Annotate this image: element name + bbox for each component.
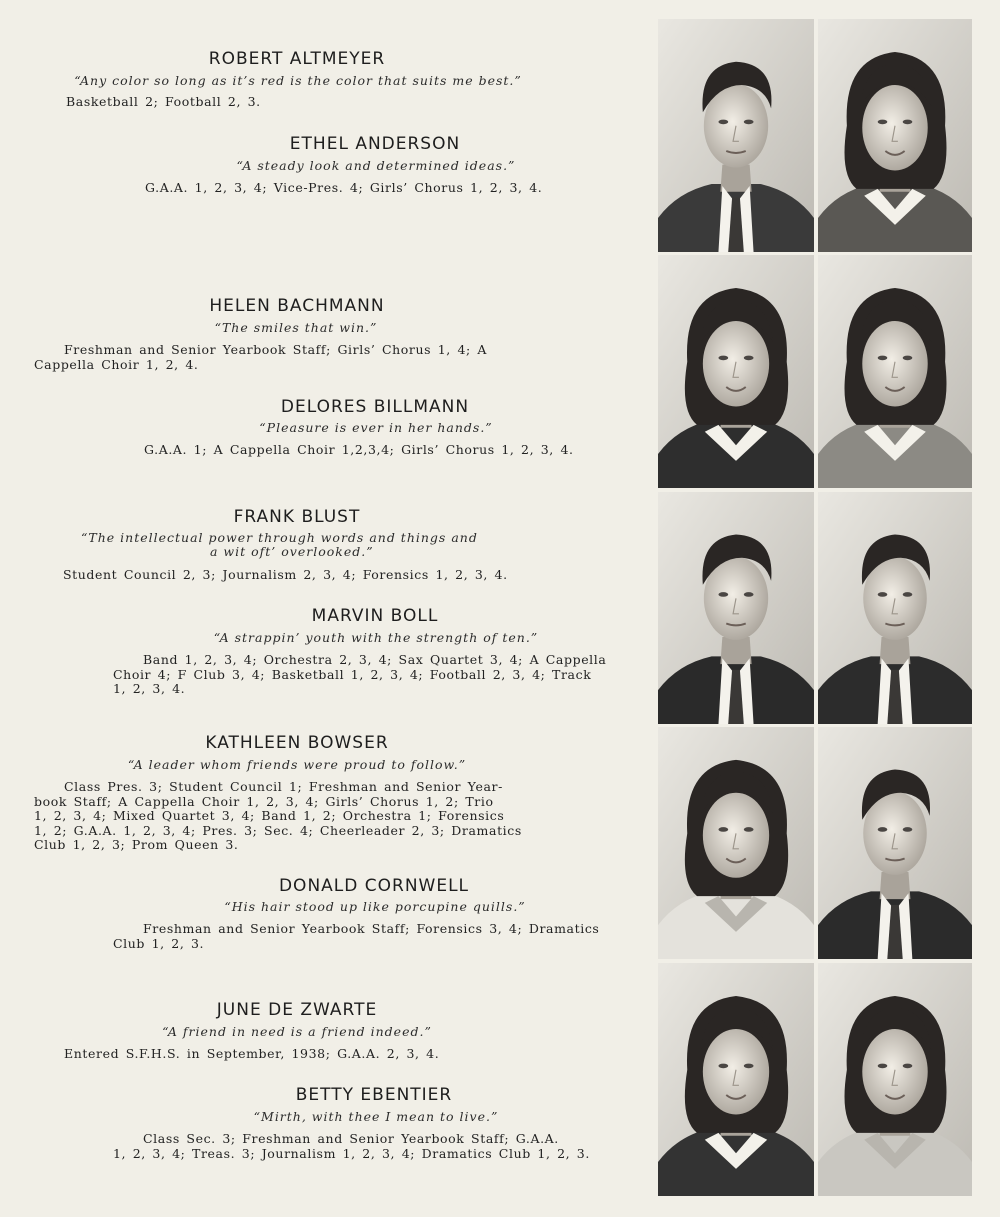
student-activities	[34, 343, 487, 372]
student-activities	[144, 443, 574, 458]
student-name: ETHEL ANDERSON	[289, 134, 461, 154]
student-quote: “A strappin’ youth with the strength of ten.”	[213, 630, 539, 645]
activities-line: Club 1, 2, 3; Prom Queen 3.	[34, 837, 239, 852]
student-portrait-photo	[818, 255, 972, 488]
student-portrait-photo	[658, 963, 814, 1196]
student-activities	[63, 568, 508, 583]
student-name: BETTY EBENTIER	[295, 1085, 453, 1105]
student-name: JUNE DE ZWARTE	[216, 1000, 378, 1020]
activities-line: G.A.A. 1; A Cappella Choir 1,2,3,4; Girls’ Chorus 1, 2, 3, 4.	[144, 442, 574, 457]
student-portrait-photo	[818, 963, 972, 1196]
student-portrait-photo	[658, 255, 814, 488]
activities-line: 1, 2, 3, 4.	[113, 681, 186, 696]
activities-line: Choir 4; F Club 3, 4; Basketball 1, 2, 3, 4; Football 2, 3, 4; Track	[113, 666, 592, 682]
student-name: FRANK BLUST	[233, 507, 361, 527]
activities-line: G.A.A. 1, 2, 3, 4; Vice-Pres. 4; Girls’ Chorus 1, 2, 3, 4.	[145, 180, 543, 195]
activities-line: Student Council 2, 3; Journalism 2, 3, 4; Forensics 1, 2, 3, 4.	[63, 567, 508, 582]
activities-line: Class Sec. 3; Freshman and Senior Yearbook Staff; G.A.A.	[143, 1131, 559, 1146]
student-quote: “Pleasure is ever in her hands.”	[259, 420, 493, 435]
student-quote: “Mirth, with thee I mean to live.”	[253, 1109, 499, 1124]
activities-line: Club 1, 2, 3.	[113, 935, 205, 951]
student-portrait-photo	[658, 727, 814, 959]
student-quote: “The smiles that win.”	[214, 320, 378, 335]
activities-line: book Staff; A Cappella Choir 1, 2, 3, 4; Girls’ Chorus 1, 2; Trio	[34, 793, 494, 809]
student-name: HELEN BACHMANN	[209, 296, 385, 316]
student-activities	[113, 653, 606, 697]
student-portrait-photo	[658, 492, 814, 724]
activities-line: 1, 2; G.A.A. 1, 2, 3, 4; Pres. 3; Sec. 4; Cheerleader 2, 3; Dramatics	[34, 822, 522, 838]
activities-line: Freshman and Senior Yearbook Staff; Forensics 3, 4; Dramatics	[143, 921, 600, 936]
student-activities	[66, 95, 261, 110]
student-quote: “His hair stood up like porcupine quills.”	[224, 899, 526, 914]
student-activities	[34, 780, 522, 853]
student-name: DELORES BILLMANN	[280, 397, 470, 417]
student-name: DONALD CORNWELL	[278, 876, 470, 896]
student-portrait-photo	[818, 492, 972, 724]
student-quote: “A friend in need is a friend indeed.”	[162, 1024, 432, 1039]
student-activities	[145, 181, 542, 196]
student-portrait-photo	[818, 727, 972, 959]
student-quote: “A leader whom friends were proud to follow.”	[127, 757, 467, 772]
student-quote: a wit oft’ overlooked.”	[210, 544, 374, 559]
student-activities	[113, 922, 599, 951]
activities-line: Entered S.F.H.S. in September, 1938; G.A.A. 2, 3, 4.	[64, 1046, 440, 1061]
student-name: ROBERT ALTMEYER	[208, 49, 386, 69]
activities-line: 1, 2, 3, 4; Treas. 3; Journalism 1, 2, 3, 4; Dramatics Club 1, 2, 3.	[113, 1145, 590, 1161]
activities-line: Class Pres. 3; Student Council 1; Freshman and Senior Year-	[64, 779, 503, 794]
student-name: KATHLEEN BOWSER	[205, 733, 389, 753]
activities-line: Cappella Choir 1, 2, 4.	[34, 356, 199, 372]
activities-line: Basketball 2; Football 2, 3.	[66, 94, 261, 109]
student-portrait-photo	[818, 19, 972, 252]
student-quote: “A steady look and determined ideas.”	[236, 158, 516, 173]
student-portrait-photo	[658, 19, 814, 252]
student-quote: “Any color so long as it’s red is the color that suits me best.”	[74, 73, 522, 88]
activities-line: Freshman and Senior Yearbook Staff; Girls’ Chorus 1, 4; A	[64, 342, 488, 357]
student-activities	[113, 1132, 590, 1161]
activities-line: 1, 2, 3, 4; Mixed Quartet 3, 4; Band 1, 2; Orchestra 1; Forensics	[34, 808, 505, 823]
student-quote: “The intellectual power through words and things and	[81, 530, 478, 545]
student-activities	[64, 1047, 439, 1062]
activities-line: Band 1, 2, 3, 4; Orchestra 2, 3, 4; Sax Quartet 3, 4; A Cappella	[143, 652, 607, 667]
student-name: MARVIN BOLL	[311, 606, 439, 626]
